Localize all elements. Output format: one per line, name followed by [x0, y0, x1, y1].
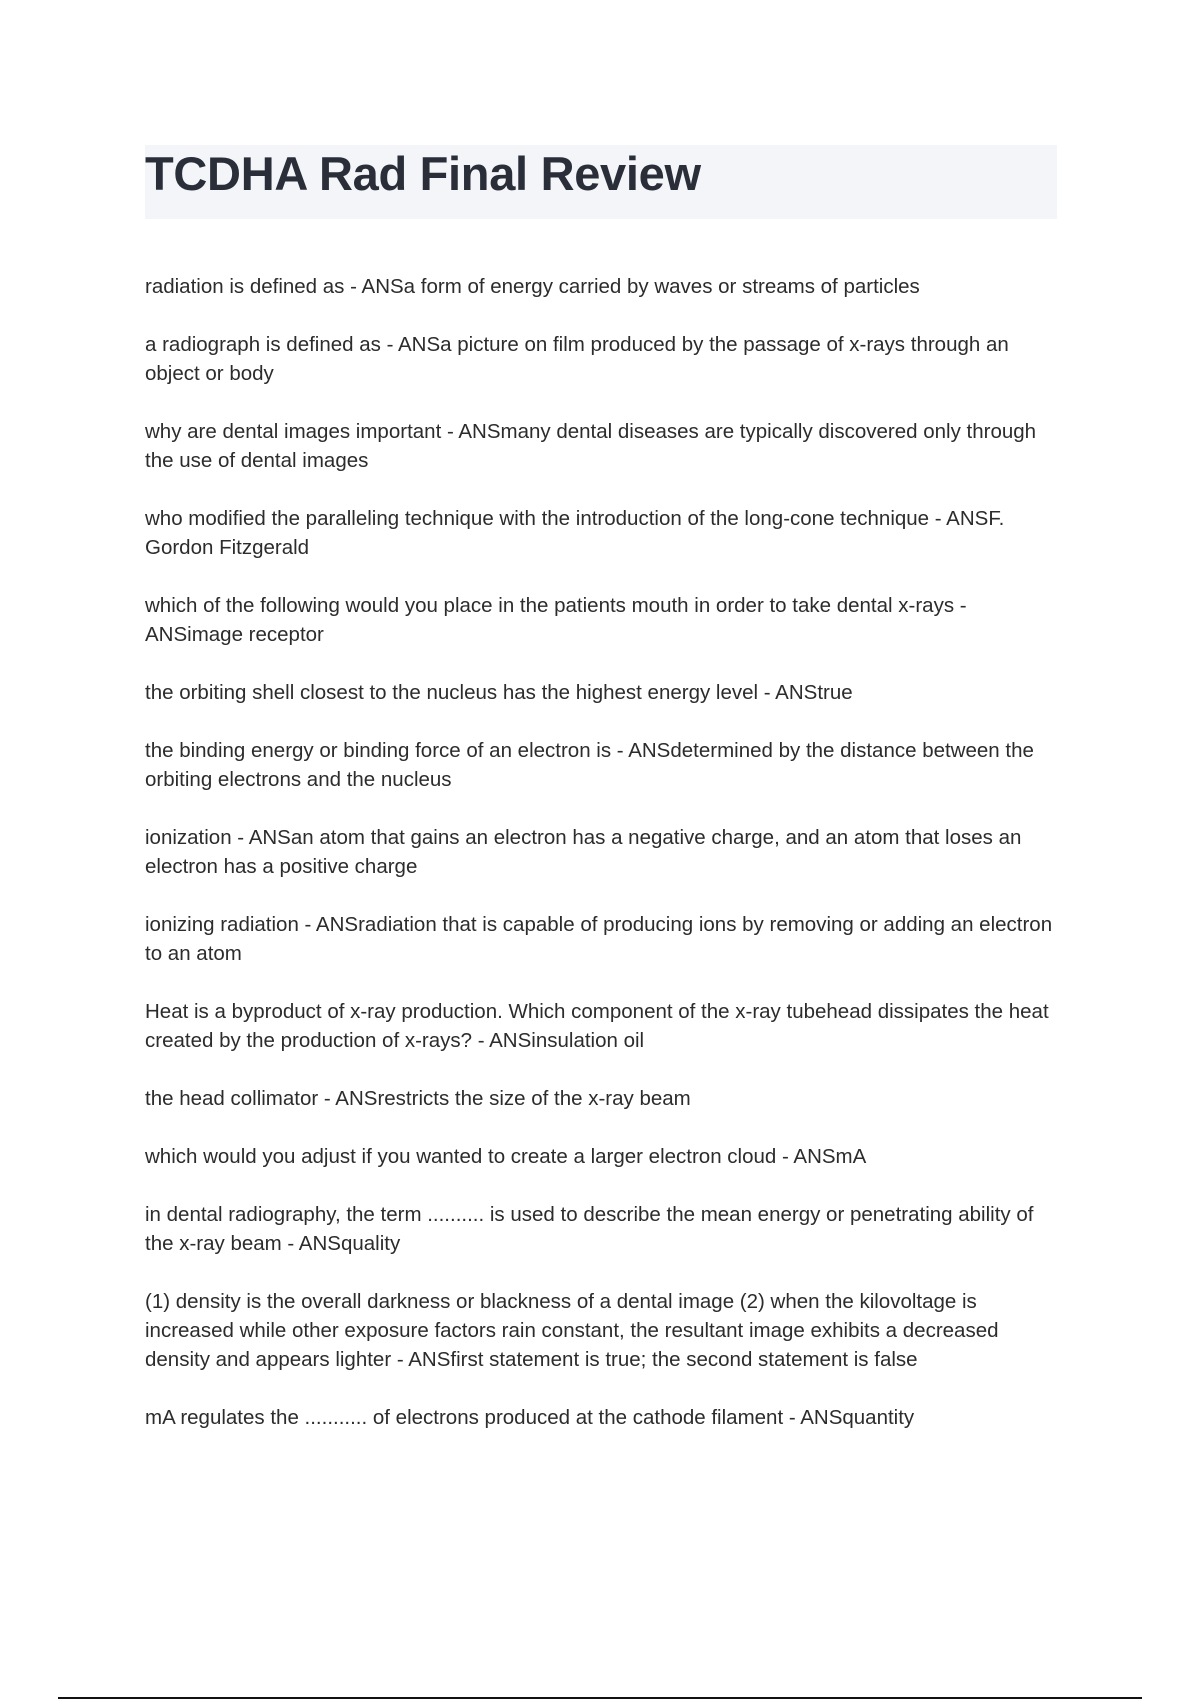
qa-item: which of the following would you place in the patients mouth in order to take dental x-rays - ANSimage receptor: [145, 594, 967, 646]
footer-divider: [58, 1697, 1142, 1699]
qa-item: ionizing radiation - ANSradiation that is capable of producing ions by removing or adding an electron to an atom: [145, 913, 1053, 965]
qa-item: the head collimator - ANSrestricts the size of the x-ray beam: [145, 1087, 691, 1110]
qa-item: (1) density is the overall darkness or blackness of a dental image (2) when the kilovoltage is increased while other exposure factors rain constant, the resultant image exhibits a decreased density and appears lighter - ANSfirst statement is true; the second statement is false: [145, 1290, 999, 1371]
qa-item: which would you adjust if you wanted to create a larger electron cloud - ANSmA: [145, 1145, 867, 1168]
document-title: TCDHA Rad Final Review: [145, 147, 701, 200]
qa-item: the binding energy or binding force of an electron is - ANSdetermined by the distance between the orbiting electrons and the nucleus: [145, 739, 1034, 791]
qa-item: ionization - ANSan atom that gains an electron has a negative charge, and an atom that loses an electron has a positive charge: [145, 826, 1022, 878]
qa-list: [145, 272, 1057, 1461]
qa-item: Heat is a byproduct of x-ray production. Which component of the x-ray tubehead dissipates the heat created by the production of x-rays? - ANSinsulation oil: [145, 1000, 1049, 1052]
qa-item: why are dental images important - ANSmany dental diseases are typically discovered only through the use of dental images: [145, 420, 1037, 472]
qa-item: a radiograph is defined as - ANSa picture on film produced by the passage of x-rays through an object or body: [145, 333, 1009, 385]
qa-item: radiation is defined as - ANSa form of energy carried by waves or streams of particles: [145, 275, 920, 298]
qa-item: the orbiting shell closest to the nucleus has the highest energy level - ANStrue: [145, 681, 853, 704]
qa-item: who modified the paralleling technique with the introduction of the long-cone technique - ANSF. Gordon Fitzgerald: [145, 507, 1005, 559]
qa-item: in dental radiography, the term .......... is used to describe the mean energy or penetrating ability of the x-ray beam - ANSquality: [145, 1203, 1034, 1255]
qa-item: mA regulates the ........... of electrons produced at the cathode filament - ANSquantity: [145, 1406, 915, 1429]
